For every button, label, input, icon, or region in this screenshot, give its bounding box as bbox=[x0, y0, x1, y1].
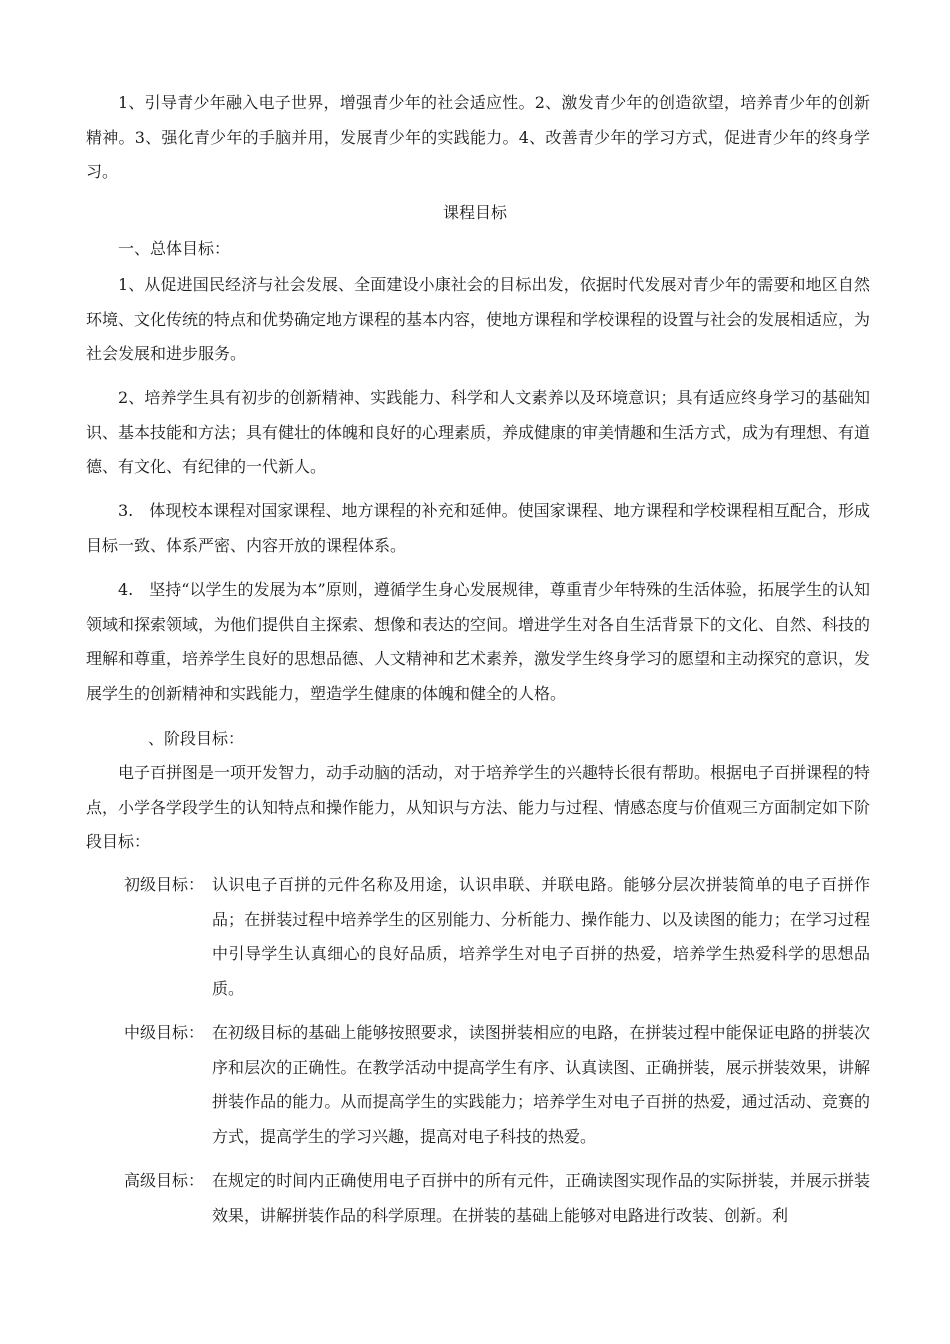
overall-goal-3: 3. 体现校本课程对国家课程、地方课程的补充和延伸。使国家课程、地方课程和学校课程相互配合，形成目标一致、体系严密、内容开放的课程体系。 bbox=[86, 501, 870, 555]
goal-label: 初级目标： bbox=[124, 875, 205, 894]
goal-label: 中级目标： bbox=[124, 1023, 205, 1042]
stage-goals-heading: 、阶段目标： bbox=[148, 729, 245, 748]
intro-paragraph: 1、引导青少年融入电子世界，增强青少年的社会适应性。2、激发青少年的创造欲望，培养青少年的创新精神。3、强化青少年的手脑并用，发展青少年的实践能力。4、改善青少年的学习方式，促进青少年的终身学习。 bbox=[86, 93, 870, 181]
overall-goal-1: 1、从促进国民经济与社会发展、全面建设小康社会的目标出发，依据时代发展对青少年的需要和地区自然环境、文化传统的特点和优势确定地方课程的基本内容，使地方课程和学校课程的设置与社会的发展相适应，为社会发展和进步服务。 bbox=[86, 275, 871, 363]
goal-text: 认识电子百拼的元件名称及用途，认识串联、并联电路。能够分层次拼装简单的电子百拼作品；在拼装过程中培养学生的区别能力、分析能力、操作能力、以及读图的能力；在学习过程中引导学生认真细心的良好品质，培养学生对电子百拼的热爱，培养学生热爱科学的思想品质。 bbox=[212, 875, 870, 998]
section-title: 课程目标 bbox=[442, 203, 507, 222]
goal-label: 高级目标： bbox=[124, 1171, 205, 1190]
overall-goal-4: 4. 坚持“以学生的发展为本”原则，遵循学生身心发展规律，尊重青少年特殊的生活体验，拓展学生的认知领域和探索领域，为他们提供自主探索、想像和表达的空间。增进学生对各自生活背景下的文化、自然、科技的理解和尊重，培养学生良好的思想品德、人文精神和艺术素养，激发学生终身学习的愿望和主动探究的意识，发展学生的创新精神和实践能力，塑造学生健康的体魄和健全的人格。 bbox=[86, 580, 871, 703]
stage-goal-advanced bbox=[124, 1164, 870, 1233]
overall-goals-heading: 一、总体目标： bbox=[118, 239, 231, 258]
stage-goal-intermediate bbox=[124, 1016, 870, 1154]
stage-goal-beginner bbox=[124, 868, 870, 1006]
stage-intro-paragraph: 电子百拼图是一项开发智力，动手动脑的活动，对于培养学生的兴趣特长很有帮助。根据电子百拼课程的特点，小学各学段学生的认知特点和操作能力，从知识与方法、能力与过程、情感态度与价值观三方面制定如下阶段目标： bbox=[86, 763, 871, 851]
goal-text: 在规定的时间内正确使用电子百拼中的所有元件，正确读图实现作品的实际拼装，并展示拼装效果，讲解拼装作品的科学原理。在拼装的基础上能够对电路进行改装、创新。利 bbox=[212, 1171, 870, 1225]
overall-goal-2: 2、培养学生具有初步的创新精神、实践能力、科学和人文素养以及环境意识；具有适应终身学习的基础知识、基本技能和方法；具有健壮的体魄和良好的心理素质，养成健康的审美情趣和生活方式，成为有理想、有道德、有文化、有纪律的一代新人。 bbox=[86, 388, 871, 476]
goal-text: 在初级目标的基础上能够按照要求，读图拼装相应的电路，在拼装过程中能保证电路的拼装次序和层次的正确性。在教学活动中提高学生有序、认真读图、正确拼装，展示拼装效果，讲解拼装作品的能力。从而提高学生的实践能力；培养学生对电子百拼的热爱，通过活动、竞赛的方式，提高学生的学习兴趣，提高对电子科技的热爱。 bbox=[212, 1023, 870, 1146]
